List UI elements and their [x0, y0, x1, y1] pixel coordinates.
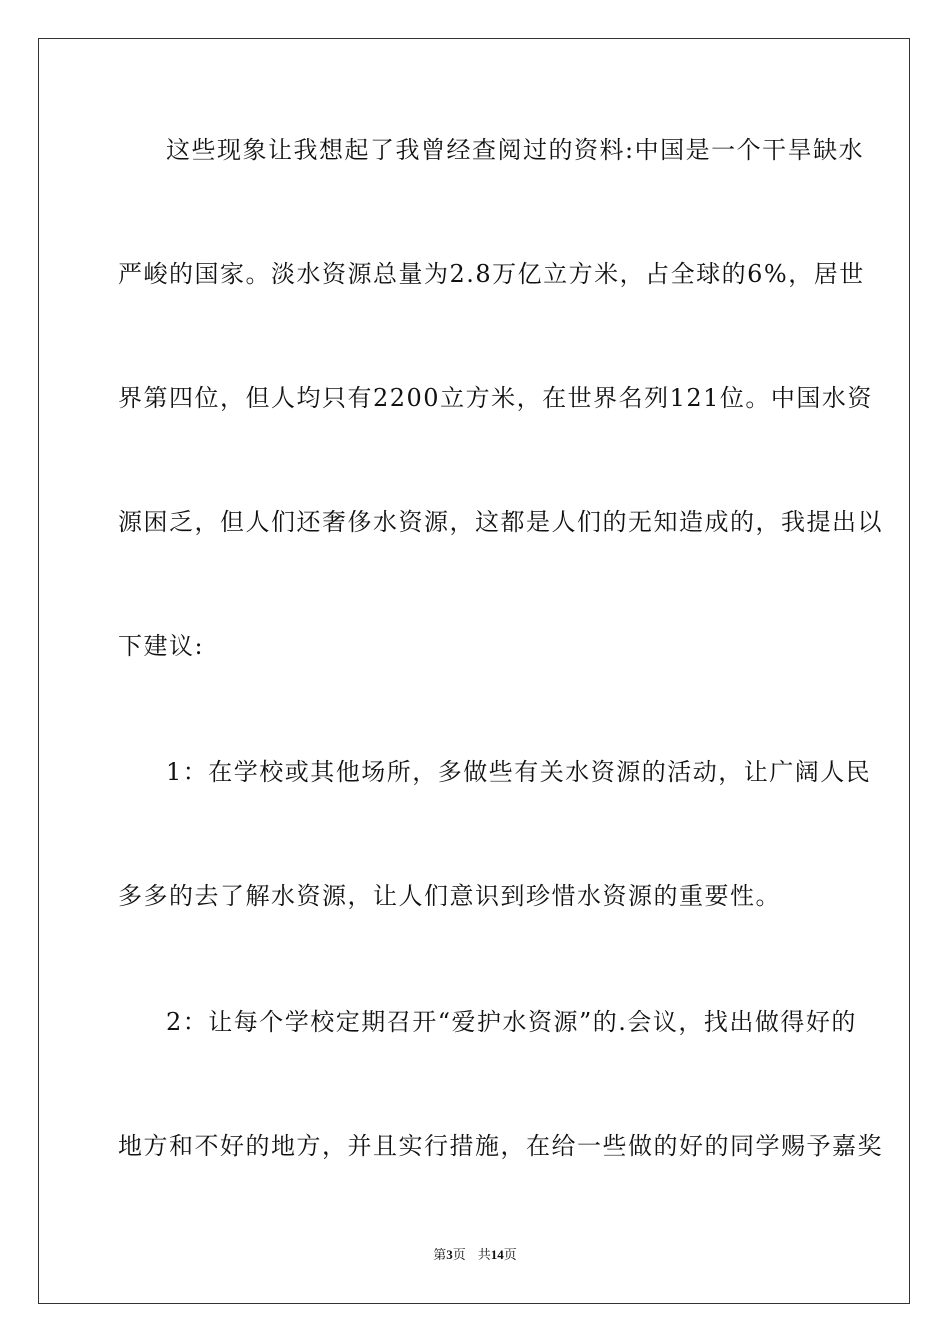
page-footer — [0, 1246, 950, 1264]
footer-page-suffix: 页 — [452, 1247, 466, 1262]
footer-page-prefix: 第 — [433, 1247, 447, 1262]
footer-total-suffix: 页 — [503, 1247, 517, 1262]
paragraph-2-line-2: 多多的去了解水资源，让人们意识到珍惜水资源的重要性。 — [118, 882, 781, 910]
paragraph-3-line-2: 地方和不好的地方，并且实行措施，在给一些做的好的同学赐予嘉奖 — [118, 1132, 883, 1160]
paragraph-2-line-1: 1：在学校或其他场所，多做些有关水资源的活动，让广阔人民 — [166, 758, 872, 786]
footer-total-pages: 14 — [490, 1247, 504, 1262]
paragraph-1-line-4: 源困乏，但人们还奢侈水资源，这都是人们的无知造成的，我提出以 — [118, 508, 883, 536]
paragraph-1-line-3: 界第四位，但人均只有2200立方米，在世界名列121位。中国水资 — [118, 384, 873, 412]
page-border — [38, 38, 910, 1304]
paragraph-1-line-5: 下建议: — [118, 632, 205, 660]
paragraph-1-line-1: 这些现象让我想起了我曾经查阅过的资料:中国是一个干旱缺水 — [166, 136, 865, 164]
footer-page-number: 3 — [446, 1247, 453, 1262]
paragraph-1-line-2: 严峻的国家。淡水资源总量为2.8万亿立方米，占全球的6%，居世 — [118, 260, 865, 288]
paragraph-3-line-1: 2：让每个学校定期召开“爱护水资源”的.会议，找出做得好的 — [166, 1008, 857, 1036]
footer-total-prefix: 共 — [477, 1247, 491, 1262]
